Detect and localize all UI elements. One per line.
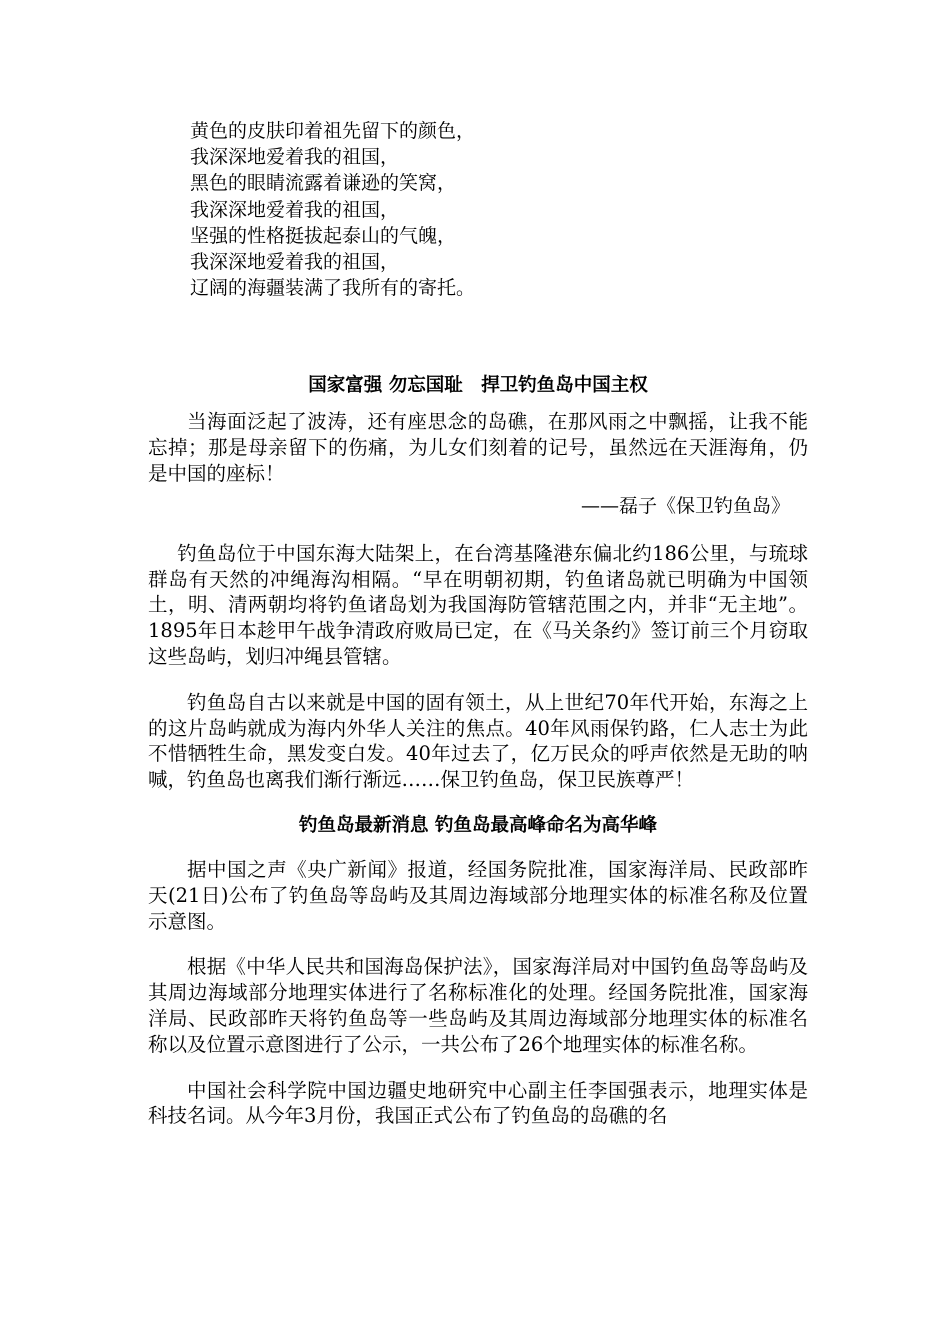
- section1-paragraph: 钓鱼岛自古以来就是中国的固有领土，从上世纪70年代开始，东海之上的这片岛屿就成为海内外华人关注的焦点。40年风雨保钓路，仁人志士为此不惜牺牲生命，黑发变白发。40年过去了，亿万民众的呼声依然是无助的呐喊，钓鱼岛也离我们渐行渐远……保卫钓鱼岛，保卫民族尊严！: [148, 690, 808, 792]
- section2-paragraph: 据中国之声《央广新闻》报道，经国务院批准，国家海洋局、民政部昨天(21日)公布了钓鱼岛等岛屿及其周边海域部分地理实体的标准名称及位置示意图。: [148, 857, 808, 933]
- poem-line: 我深深地爱着我的祖国，: [190, 146, 400, 169]
- section1-paragraph: 钓鱼岛位于中国东海大陆架上，在台湾基隆港东偏北约186公里，与琉球群岛有天然的冲绳海沟相隔。“早在明朝初期，钓鱼诸岛就已明确为中国领土，明、清两朝均将钓鱼诸岛划为我国海防管辖范围之内，并非“无主地”。1895年日本趁甲午战争清政府败局已定，在《马关条约》签订前三个月窃取这些岛屿，划归冲绳县管辖。: [148, 541, 808, 668]
- poem-line: 我深深地爱着我的祖国，: [190, 251, 400, 274]
- poem-line: 黄色的皮肤印着祖先留下的颜色，: [190, 120, 476, 142]
- poem: [190, 118, 808, 301]
- section2-heading: 钓鱼岛最新消息 钓鱼岛最高峰命名为高华峰: [299, 814, 657, 836]
- poem-line: 坚强的性格挺拔起泰山的气魄，: [190, 224, 457, 247]
- quote-attribution: ——磊子《保卫钓鱼岛》: [580, 494, 790, 517]
- poem-line: 黑色的眼睛流露着谦逊的笑窝，: [190, 172, 457, 195]
- section2-paragraph: 中国社会科学院中国边疆史地研究中心副主任李国强表示，地理实体是科技名词。从今年3月份，我国正式公布了钓鱼岛的岛礁的名: [148, 1078, 808, 1128]
- poem-line: 辽阔的海疆装满了我所有的寄托。: [190, 277, 476, 300]
- section1-heading: 国家富强 勿忘国耻 捍卫钓鱼岛中国主权: [308, 375, 648, 397]
- section2-paragraph: 根据《中华人民共和国海岛保护法》，国家海洋局对中国钓鱼岛等岛屿及其周边海域部分地理实体进行了名称标准化的处理。经国务院批准，国家海洋局、民政部昨天将钓鱼岛等一些岛屿及其周边海域部分地理实体的标准名称以及位置示意图进行了公示，一共公布了26个地理实体的标准名称。: [148, 955, 808, 1056]
- section1-quote: 当海面泛起了波涛，还有座思念的岛礁，在那风雨之中飘摇，让我不能忘掉；那是母亲留下的伤痛，为儿女们刻着的记号，虽然远在天涯海角，仍是中国的座标！: [148, 410, 808, 486]
- poem-line: 我深深地爱着我的祖国，: [190, 198, 400, 221]
- document-page: [148, 118, 808, 1129]
